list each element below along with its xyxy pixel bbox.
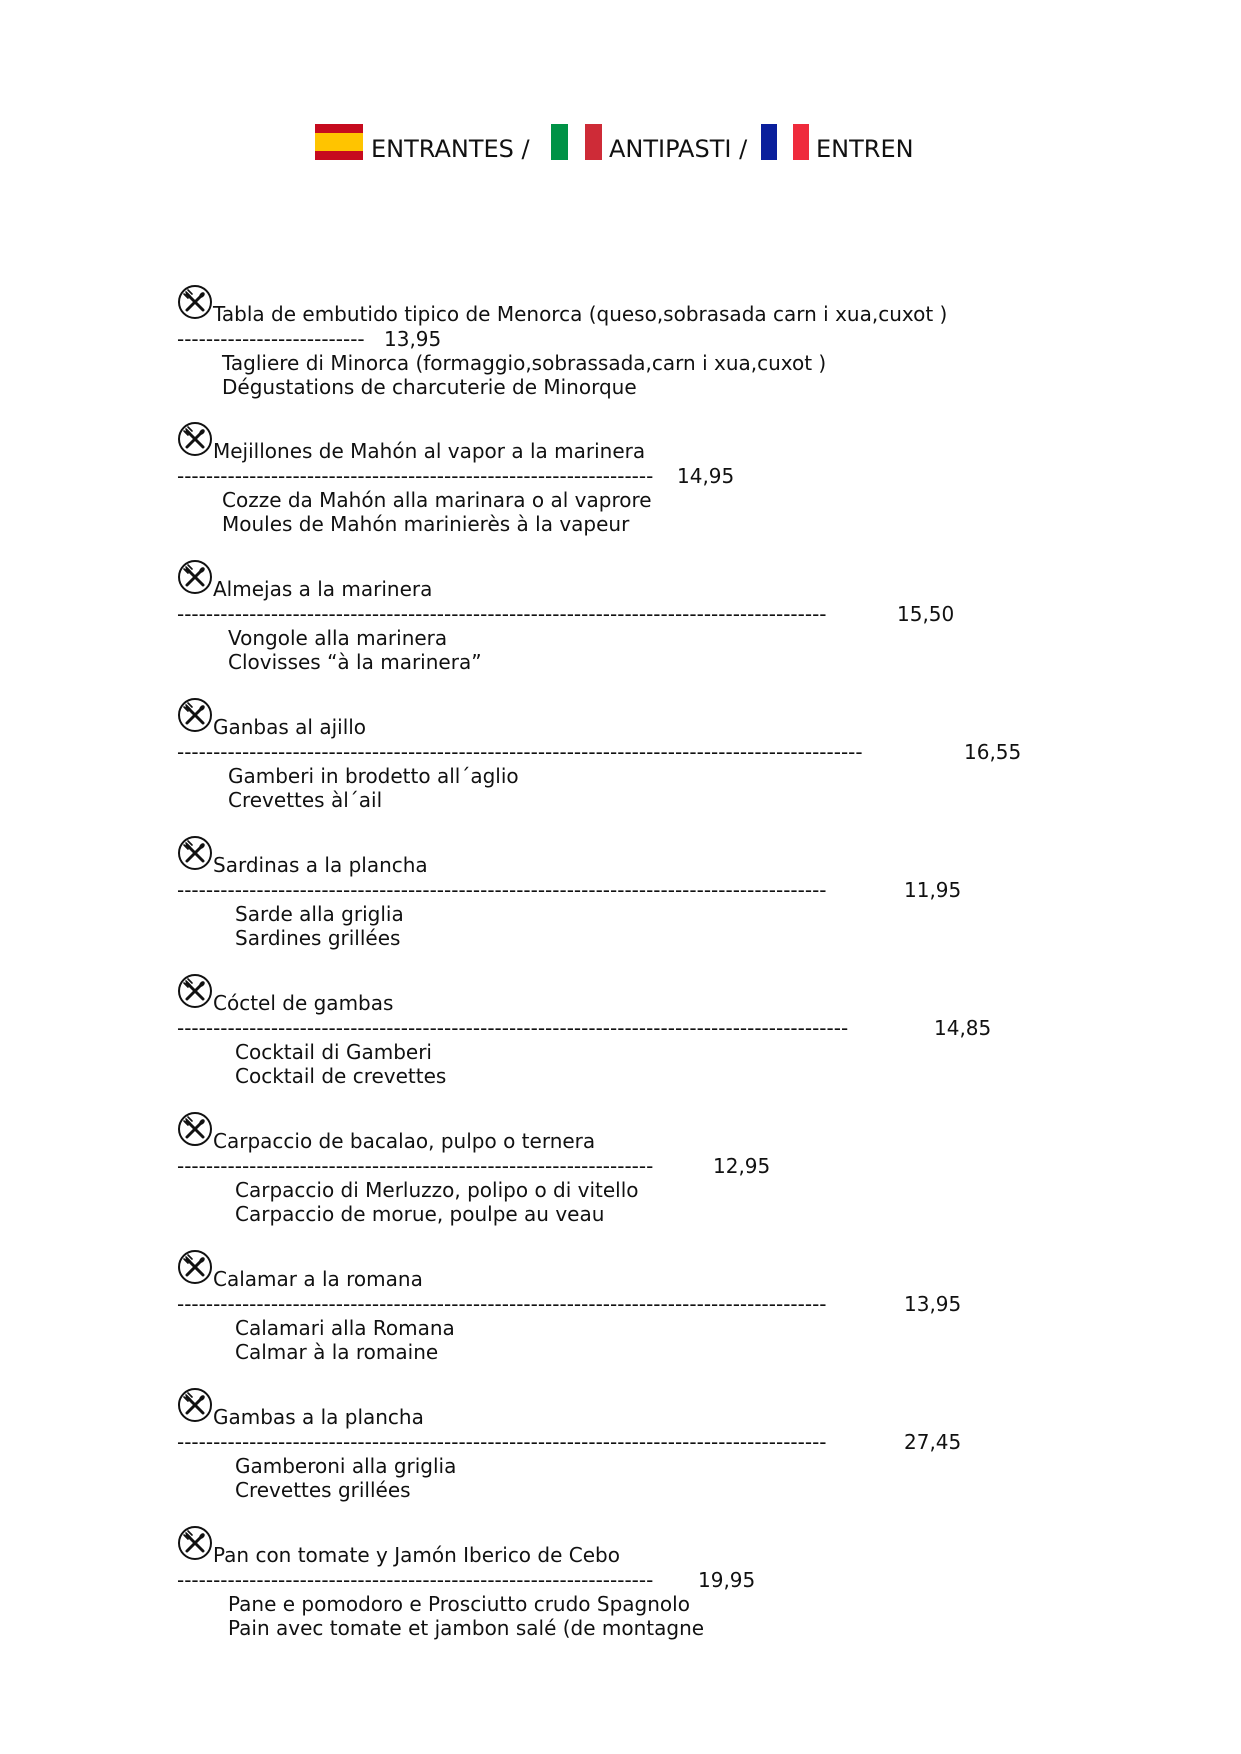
item-name-it: Pane e pomodoro e Prosciutto crudo Spagnolo <box>228 1592 690 1616</box>
item-leader: ------------------------------------------------------------------ <box>177 464 654 488</box>
item-name-it: Cocktail di Gamberi <box>235 1040 432 1064</box>
item-name-fr: Carpaccio de morue, poulpe au veau <box>235 1202 605 1226</box>
item-name-fr: Pain avec tomate et jambon salé (de montagne <box>228 1616 705 1640</box>
header-title-es: ENTRANTES / <box>371 135 530 163</box>
item-name-it: Tagliere di Minorca (formaggio,sobrassada,carn i xua,cuxot ) <box>222 351 827 375</box>
menu-item <box>177 1387 1177 1515</box>
item-name: Tabla de embutido tipico de Menorca (queso,sobrasada carn i xua,cuxot ) <box>213 302 948 326</box>
menu-header <box>0 124 1241 164</box>
menu-item <box>177 559 1177 687</box>
item-price: 11,95 <box>904 878 962 902</box>
menu-item <box>177 421 1177 549</box>
item-leader: -------------------------- <box>177 327 365 351</box>
item-name: Pan con tomate y Jamón Iberico de Cebo <box>213 1543 620 1567</box>
menu-item <box>177 1111 1177 1239</box>
header-title-fr: ENTREN <box>816 135 914 163</box>
item-leader: ------------------------------------------------------------------------------------------ <box>177 1292 827 1316</box>
item-price: 13,95 <box>384 327 442 351</box>
item-price: 16,55 <box>964 740 1022 764</box>
france-flag-icon <box>761 124 809 160</box>
item-price: 27,45 <box>904 1430 962 1454</box>
crossed-cutlery-icon <box>177 1249 213 1285</box>
item-price: 14,85 <box>934 1016 992 1040</box>
crossed-cutlery-icon <box>177 973 213 1009</box>
crossed-cutlery-icon <box>177 1111 213 1147</box>
item-name-it: Vongole alla marinera <box>228 626 448 650</box>
item-name: Carpaccio de bacalao, pulpo o ternera <box>213 1129 596 1153</box>
crossed-cutlery-icon <box>177 284 213 320</box>
item-name: Almejas a la marinera <box>213 577 433 601</box>
item-leader: ------------------------------------------------------------------ <box>177 1568 654 1592</box>
item-leader: --------------------------------------------------------------------------------------------- <box>177 1016 849 1040</box>
menu-item <box>177 1249 1177 1377</box>
item-name-it: Sarde alla griglia <box>235 902 404 926</box>
menu-item <box>177 1525 1177 1653</box>
item-name: Sardinas a la plancha <box>213 853 428 877</box>
item-price: 14,95 <box>677 464 735 488</box>
item-name-it: Gamberi in brodetto all´aglio <box>228 764 519 788</box>
item-price: 15,50 <box>897 602 955 626</box>
item-leader: ------------------------------------------------------------------------------------------ <box>177 878 827 902</box>
menu-item <box>177 697 1177 825</box>
menu-item <box>177 835 1177 963</box>
item-name-fr: Calmar à la romaine <box>235 1340 439 1364</box>
menu-item <box>177 284 1177 412</box>
item-name-fr: Cocktail de crevettes <box>235 1064 447 1088</box>
crossed-cutlery-icon <box>177 1387 213 1423</box>
item-name-it: Gamberoni alla griglia <box>235 1454 457 1478</box>
menu-item <box>177 973 1177 1101</box>
item-name-it: Cozze da Mahón alla marinara o al vaprore <box>222 488 652 512</box>
item-name: Mejillones de Mahón al vapor a la marinera <box>213 439 646 463</box>
item-name-fr: Moules de Mahón marinierès à la vapeur <box>222 512 630 536</box>
item-leader: ------------------------------------------------------------------------------------------ <box>177 602 827 626</box>
header-title-it: ANTIPASTI / <box>609 135 748 163</box>
item-name: Cóctel de gambas <box>213 991 394 1015</box>
item-name-fr: Crevettes grillées <box>235 1478 411 1502</box>
item-name: Gambas a la plancha <box>213 1405 424 1429</box>
item-name-fr: Dégustations de charcuterie de Minorque <box>222 375 637 399</box>
crossed-cutlery-icon <box>177 835 213 871</box>
crossed-cutlery-icon <box>177 1525 213 1561</box>
item-leader: ----------------------------------------------------------------------------------------------- <box>177 740 863 764</box>
item-price: 13,95 <box>904 1292 962 1316</box>
item-name: Calamar a la romana <box>213 1267 423 1291</box>
spain-flag-icon <box>315 124 363 160</box>
crossed-cutlery-icon <box>177 559 213 595</box>
italy-flag-icon <box>551 124 602 160</box>
item-name-it: Carpaccio di Merluzzo, polipo o di vitello <box>235 1178 639 1202</box>
item-name-fr: Clovisses “à la marinera” <box>228 650 482 674</box>
item-name-fr: Sardines grillées <box>235 926 401 950</box>
item-name-it: Calamari alla Romana <box>235 1316 455 1340</box>
crossed-cutlery-icon <box>177 421 213 457</box>
item-name: Ganbas al ajillo <box>213 715 367 739</box>
item-price: 12,95 <box>713 1154 771 1178</box>
item-leader: ------------------------------------------------------------------------------------------ <box>177 1430 827 1454</box>
crossed-cutlery-icon <box>177 697 213 733</box>
item-name-fr: Crevettes àl´ail <box>228 788 383 812</box>
item-price: 19,95 <box>698 1568 756 1592</box>
item-leader: ------------------------------------------------------------------ <box>177 1154 654 1178</box>
